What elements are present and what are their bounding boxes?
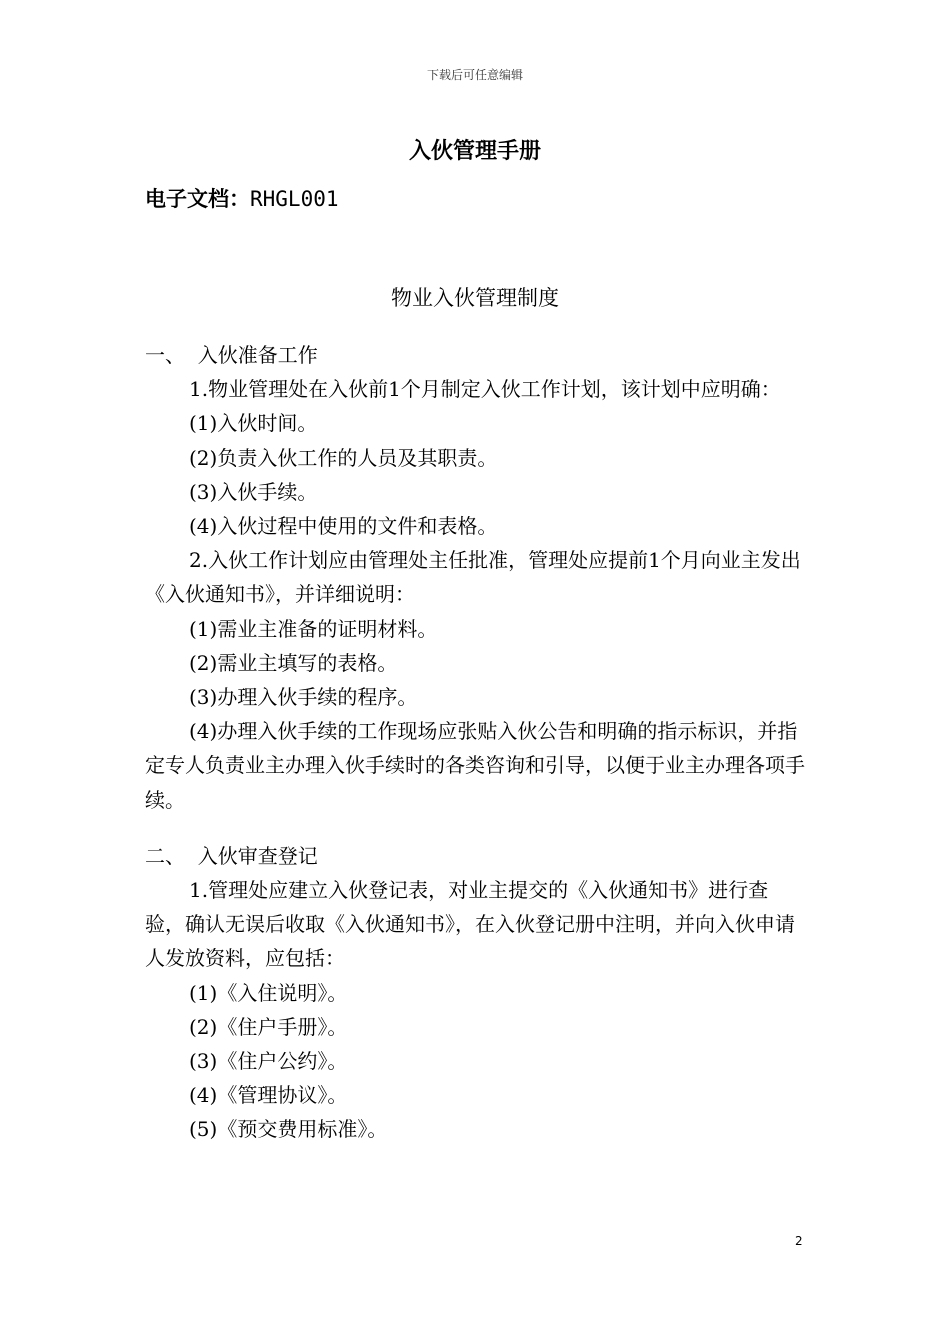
paragraph: 1.物业管理处在入伙前1个月制定入伙工作计划，该计划中应明确： bbox=[189, 377, 781, 402]
list-item: (4)《管理协议》。 bbox=[189, 1083, 348, 1108]
header-note: 下载后可任意编辑 bbox=[426, 68, 523, 82]
document-body bbox=[145, 338, 808, 1147]
section-heading-2: 二、 入伙审查登记 bbox=[145, 843, 318, 868]
list-item: (1)《入住说明》。 bbox=[189, 980, 348, 1005]
list-item: (1)入伙时间。 bbox=[189, 411, 318, 436]
list-item: (4)入伙过程中使用的文件和表格。 bbox=[189, 514, 498, 539]
paragraph: 2.入伙工作计划应由管理处主任批准，管理处应提前1个月向业主发出《入伙通知书》，并详细说明： bbox=[145, 548, 801, 607]
document-code-label: 电子文档： bbox=[145, 187, 250, 211]
list-item: (2)需业主填写的表格。 bbox=[189, 650, 398, 675]
paragraph: 1.管理处应建立入伙登记表，对业主提交的《入伙通知书》进行查验，确认无误后收取《入伙通知书》，在入伙登记册中注明，并向入伙申请人发放资料，应包括： bbox=[145, 878, 795, 971]
list-item: (3)《住户公约》。 bbox=[189, 1049, 348, 1074]
section-gap bbox=[145, 817, 808, 839]
list-item: (1)需业主准备的证明材料。 bbox=[189, 616, 438, 641]
list-item: (2)负责入伙工作的人员及其职责。 bbox=[189, 445, 498, 470]
page-number: 2 bbox=[795, 1234, 803, 1248]
document-code bbox=[145, 183, 339, 213]
paragraph: (4)办理入伙手续的工作现场应张贴入伙公告和明确的指示标识，并指定专人负责业主办理入伙手续时的各类咨询和引导，以便于业主办理各项手续。 bbox=[145, 719, 805, 812]
list-item: (3)入伙手续。 bbox=[189, 479, 318, 504]
document-title: 入伙管理手册 bbox=[408, 139, 541, 164]
document-code-value: RHGL001 bbox=[250, 187, 339, 211]
section-title: 物业入伙管理制度 bbox=[391, 286, 559, 310]
list-item: (2)《住户手册》。 bbox=[189, 1014, 348, 1039]
list-item: (3)办理入伙手续的程序。 bbox=[189, 685, 418, 710]
section-heading-1: 一、 入伙准备工作 bbox=[145, 343, 318, 367]
list-item: (5)《预交费用标准》。 bbox=[189, 1117, 388, 1142]
